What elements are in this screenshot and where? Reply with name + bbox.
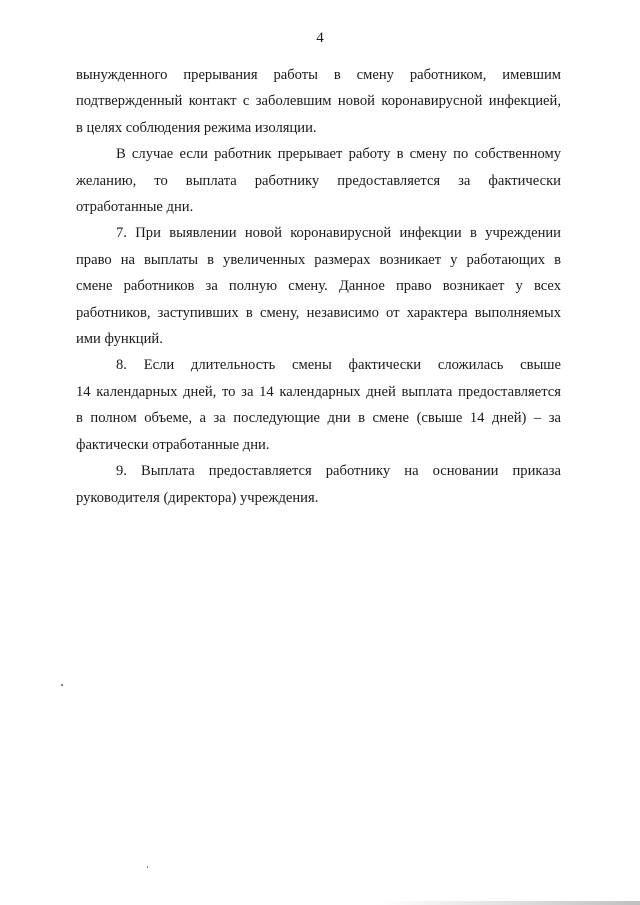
document-body [76,62,561,511]
paragraph-interruption [76,141,561,220]
text-line: 8. Если длительность смены фактически сложилась свыше [116,357,561,374]
text-line: право на выплаты в увеличенных размерах возникает у работающих в [76,251,561,268]
text-line: 7. При выявлении новой коронавирусной инфекции в учреждении [116,225,561,242]
scan-edge-shadow [380,901,640,905]
text-line: фактически отработанные дни. [76,436,270,453]
text-line: 14 календарных дней, то за 14 календарных дней выплата предоставляется [76,383,561,400]
text-line: в целях соблюдения режима изоляции. [76,119,317,136]
text-line: подтвержденный контакт с заболевшим новой коронавирусной инфекцией, [76,93,561,110]
paragraph-item-8 [76,352,561,458]
text-line: вынужденного прерывания работы в смену работником, имевшим [76,67,561,83]
paragraph-continuation [76,62,561,141]
text-line: отработанные дни. [76,199,194,216]
text-line: желанию, то выплата работнику предоставляется за фактически [76,172,561,189]
scan-speck [147,866,148,868]
paragraph-item-9 [76,458,561,511]
text-line: смене работников за полную смену. Данное право возникает у всех [76,278,561,295]
paragraph-item-7 [76,220,561,352]
text-line: 9. Выплата предоставляется работнику на основании приказа [116,463,561,480]
text-line: работников, заступивших в смену, независимо от характера выполняемых [76,304,561,321]
scan-speck [61,684,63,686]
text-line: руководителя (директора) учреждения. [76,489,319,506]
page-number: 4 [316,30,324,46]
text-line: В случае если работник прерывает работу в смену по собственному [116,146,561,163]
text-line: ими функций. [76,331,163,348]
text-line: в полном объеме, а за последующие дни в смене (свыше 14 дней) – за [76,410,561,427]
